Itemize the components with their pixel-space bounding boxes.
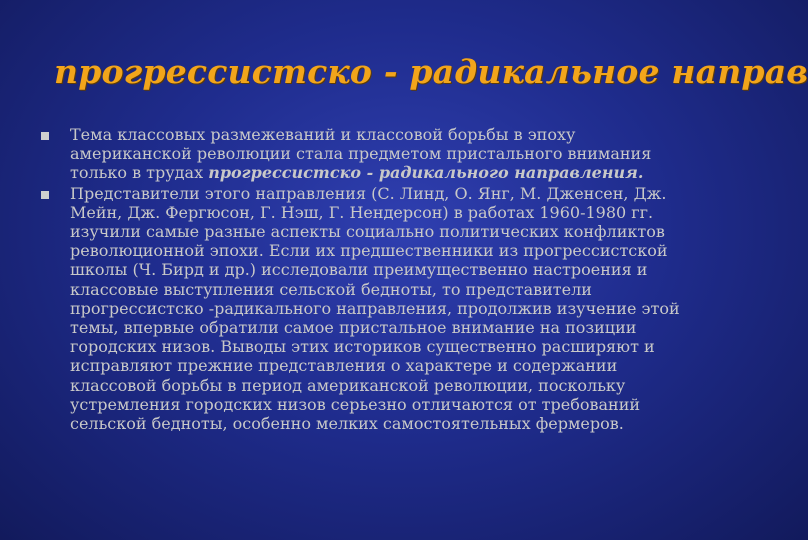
bullet-text [70, 125, 686, 183]
square-bullet-icon [41, 132, 49, 140]
square-bullet-icon [41, 191, 49, 199]
bullet-text-main: Тема классовых размежеваний и классовой борьбы в эпоху американской революции стала предметом пристального внимания только в трудах [70, 125, 652, 183]
bullet-text: Представители этого направления (С. Линд, О. Янг, М. Дженсен, Дж. Мейн, Дж. Фергюсон, Г. Нэш, Г. Нендерсон) в работах 1960-1980 гг. изучили самые разные аспекты социально политических конфликтов революционной эпохи. Если их предшественники из прогрессистской школы (Ч. Бирд и др.) исследовали преимущественно настроения и классовые выступления сельской бедноты, то представители прогрессистско -радикального направления, продолжив изучение этой темы, впервые обратили самое пристальное внимание на позиции городских низов. Выводы этих историков существенно расширяют и исправляют прежние представления о характере и содержании классовой борьбы в период американской революции, поскольку устремления городских низов серьезно отличаются от требований сельской бедноты, особенно мелких самостоятельных фермеров. [70, 183, 680, 434]
bullet-emphasis: прогрессистско - радикального направления. [208, 163, 644, 183]
bullet-list [41, 125, 686, 434]
slide-title: прогрессистско - радикальное направ [54, 52, 808, 91]
bullet-item [41, 184, 686, 434]
bullet-item [41, 125, 686, 183]
